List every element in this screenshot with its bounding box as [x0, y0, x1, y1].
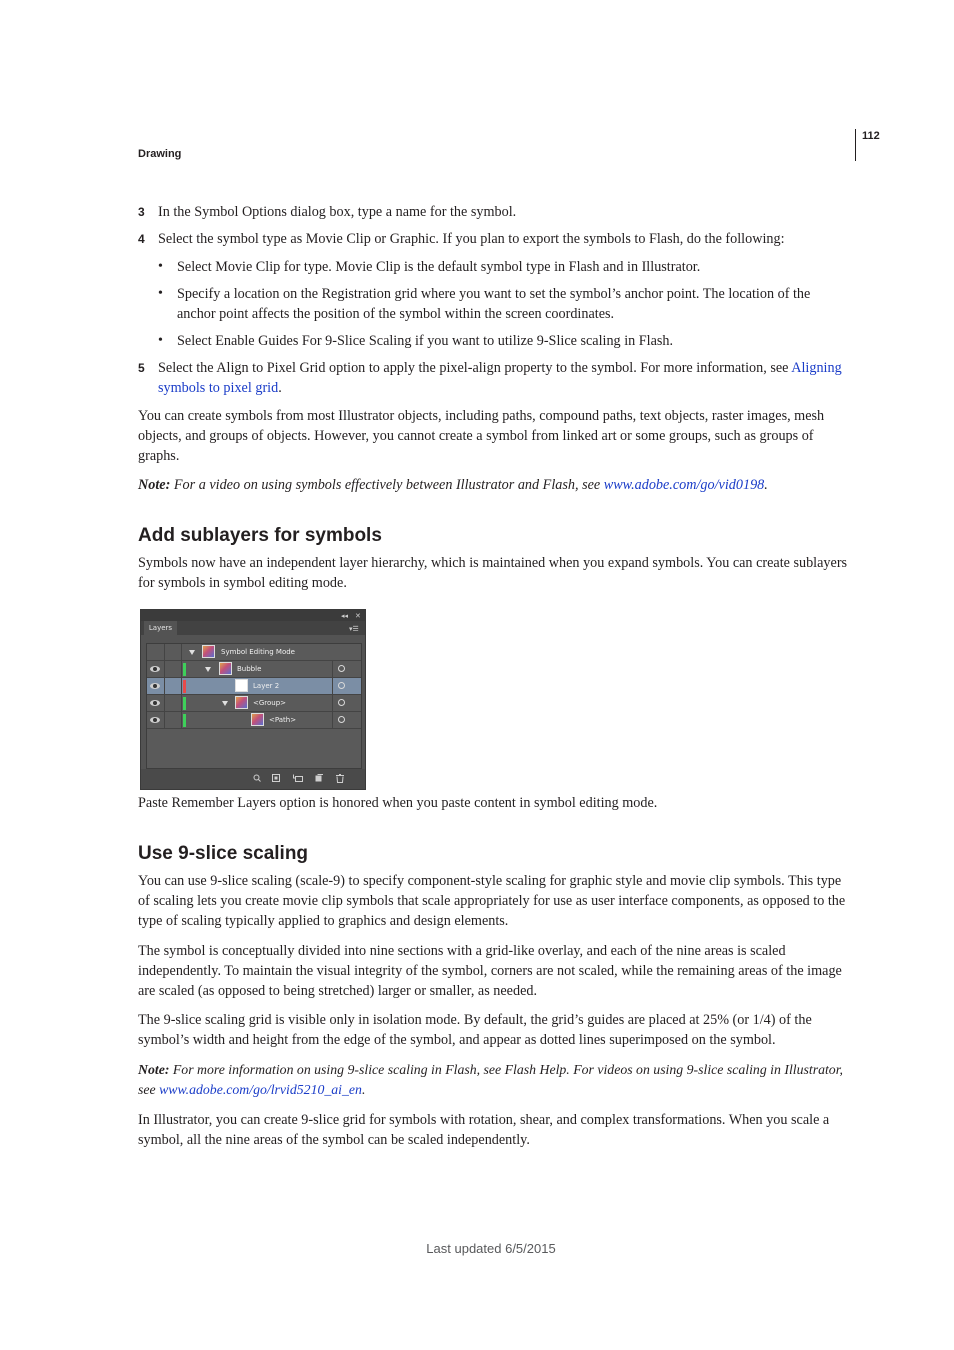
- body-paragraph: In Illustrator, you can create 9-slice grid for symbols with rotation, shear, and complex transformations. When you scale a symbol, all the nine areas of the symbol can be scaled independently.: [138, 1112, 830, 1148]
- section-heading: Use 9-slice scaling: [138, 843, 309, 864]
- bullet-marker: •: [158, 259, 163, 274]
- panel-bottom-toolbar: [141, 769, 365, 789]
- close-icon[interactable]: ✕: [355, 612, 361, 620]
- target-icon[interactable]: [338, 699, 345, 706]
- layers-list: [146, 643, 362, 769]
- visibility-cell[interactable]: [147, 695, 165, 711]
- layer-thumbnail: [202, 645, 215, 658]
- page-number: 112: [862, 130, 880, 142]
- step-text-tail: .: [278, 380, 282, 396]
- video-link[interactable]: www.adobe.com/go/vid0198: [603, 477, 765, 493]
- step-text: Select the symbol type as Movie Clip or Graphic. If you plan to export the symbols to Flash, do the following:: [158, 231, 785, 247]
- layer-row[interactable]: [147, 644, 361, 661]
- note-text: For a video on using symbols effectively between Illustrator and Flash, see: [170, 477, 604, 493]
- body-paragraph: Symbols now have an independent layer hierarchy, which is maintained when you expand symbols. You can create sublayers for symbols in symbol editing mode.: [138, 555, 848, 591]
- last-updated: Last updated 6/5/2015: [426, 1241, 556, 1256]
- panel-titlebar: [141, 610, 365, 621]
- lock-cell[interactable]: [164, 695, 182, 711]
- target-icon[interactable]: [338, 716, 345, 723]
- trash-icon[interactable]: [336, 774, 344, 782]
- layer-color-bar: [183, 714, 186, 727]
- layer-name[interactable]: Symbol Editing Mode: [221, 648, 295, 656]
- step-number: 3: [138, 205, 145, 219]
- expand-triangle-icon[interactable]: [189, 650, 195, 655]
- note-tail: .: [764, 477, 768, 493]
- aligning-symbols-link[interactable]: Aligning symbols to pixel grid: [158, 360, 842, 396]
- step-number: 4: [138, 232, 145, 246]
- figure-caption: Paste Remember Layers option is honored when you paste content in symbol editing mode.: [138, 795, 658, 811]
- target-icon[interactable]: [338, 665, 345, 672]
- layer-row[interactable]: [147, 695, 361, 712]
- body-paragraph: The symbol is conceptually divided into nine sections with a grid-like overlay, and each of the nine areas is scaled independently. To maintain the visual integrity of the symbol, corners are not scaled, while the remaining areas of the image are scaled (as opposed to being stretched) larger or smaller, as needed.: [138, 943, 842, 999]
- layer-row-selected[interactable]: [147, 678, 361, 695]
- layer-thumbnail: [219, 662, 232, 675]
- layer-name[interactable]: <Group>: [253, 699, 287, 707]
- new-sublayer-icon[interactable]: [293, 774, 301, 782]
- clipping-mask-icon[interactable]: [272, 774, 280, 782]
- expand-triangle-icon[interactable]: [222, 701, 228, 706]
- running-header: Drawing: [138, 148, 182, 160]
- lock-cell[interactable]: [164, 712, 182, 728]
- note-paragraph: [138, 1060, 850, 1100]
- eye-icon[interactable]: [150, 700, 160, 706]
- bullet-text: Select Enable Guides For 9-Slice Scaling if you want to utilize 9-Slice scaling in Flash.: [177, 333, 674, 349]
- note-tail: .: [361, 1082, 366, 1097]
- section-heading: Add sublayers for symbols: [138, 525, 382, 546]
- layer-row[interactable]: [147, 661, 361, 678]
- expand-triangle-icon[interactable]: [205, 667, 211, 672]
- layer-color-bar: [183, 680, 186, 693]
- lock-cell[interactable]: [164, 644, 182, 660]
- layer-thumbnail: [235, 696, 248, 709]
- eye-icon[interactable]: [150, 666, 160, 672]
- note-label: Note:: [138, 1062, 170, 1077]
- body-paragraph: The 9-slice scaling grid is visible only in isolation mode. By default, the grid’s guides are placed at 25% (or 1/4) of the symbol’s width and height from the edge of the symbol, and appear as dotted lines superimposed on the symbol.: [138, 1012, 812, 1048]
- layer-name[interactable]: <Path>: [269, 716, 297, 724]
- layer-thumbnail: [251, 713, 264, 726]
- step-number: 5: [138, 361, 145, 375]
- layer-color-bar: [183, 697, 186, 710]
- tab-layers[interactable]: Layers: [144, 621, 177, 635]
- locate-object-icon[interactable]: [253, 774, 261, 782]
- visibility-cell[interactable]: [147, 661, 165, 677]
- bullet-text: Select Movie Clip for type. Movie Clip is the default symbol type in Flash and in Illustrator.: [177, 259, 701, 275]
- panel-menu-icon[interactable]: ▾☰: [349, 625, 359, 633]
- layer-name[interactable]: Layer 2: [253, 682, 280, 690]
- layers-panel-screenshot: [140, 609, 366, 790]
- layer-thumbnail: [235, 679, 248, 692]
- lock-cell[interactable]: [164, 661, 182, 677]
- visibility-cell[interactable]: [147, 644, 165, 660]
- collapse-icon[interactable]: ◂◂: [341, 612, 349, 620]
- visibility-cell[interactable]: [147, 712, 165, 728]
- eye-icon[interactable]: [150, 683, 160, 689]
- layer-row[interactable]: [147, 712, 361, 729]
- layer-color-bar: [183, 663, 186, 676]
- note-label: Note:: [138, 477, 171, 493]
- video-link[interactable]: www.adobe.com/go/lrvid5210_ai_en: [159, 1082, 362, 1097]
- eye-icon[interactable]: [150, 717, 160, 723]
- layer-name[interactable]: Bubble: [237, 665, 262, 673]
- bullet-marker: •: [158, 286, 163, 301]
- note-paragraph: [138, 475, 850, 495]
- new-layer-icon[interactable]: [315, 774, 323, 782]
- header-rule: [855, 129, 856, 161]
- body-paragraph: You can create symbols from most Illustrator objects, including paths, compound paths, text objects, raster images, mesh objects, and groups of objects. However, you cannot create a symbol from linked art or some groups, such as groups of graphs.: [138, 408, 825, 464]
- visibility-cell[interactable]: [147, 678, 165, 694]
- step-text: [158, 358, 850, 398]
- lock-cell[interactable]: [164, 678, 182, 694]
- note-text: For more information on using 9-slice scaling in Flash, see Flash Help. For videos on using 9-slice scaling in Illustrator, see: [138, 1062, 843, 1097]
- target-icon[interactable]: [338, 682, 345, 689]
- bullet-text: Specify a location on the Registration grid where you want to set the symbol’s anchor point. The location of the anchor point affects the position of the symbol within the screen coordinates.: [177, 286, 811, 322]
- body-paragraph: You can use 9-slice scaling (scale-9) to specify component-style scaling for graphic style and movie clip symbols. This type of scaling lets you create movie clip symbols that scale appropriately for use as user interface components, as opposed to the type of scaling typically applied to graphics and design elements.: [138, 873, 846, 929]
- bullet-marker: •: [158, 333, 163, 348]
- step-text: In the Symbol Options dialog box, type a name for the symbol.: [158, 204, 517, 220]
- step-text-body: Select the Align to Pixel Grid option to apply the pixel-align property to the symbol. For more information, see: [158, 360, 789, 376]
